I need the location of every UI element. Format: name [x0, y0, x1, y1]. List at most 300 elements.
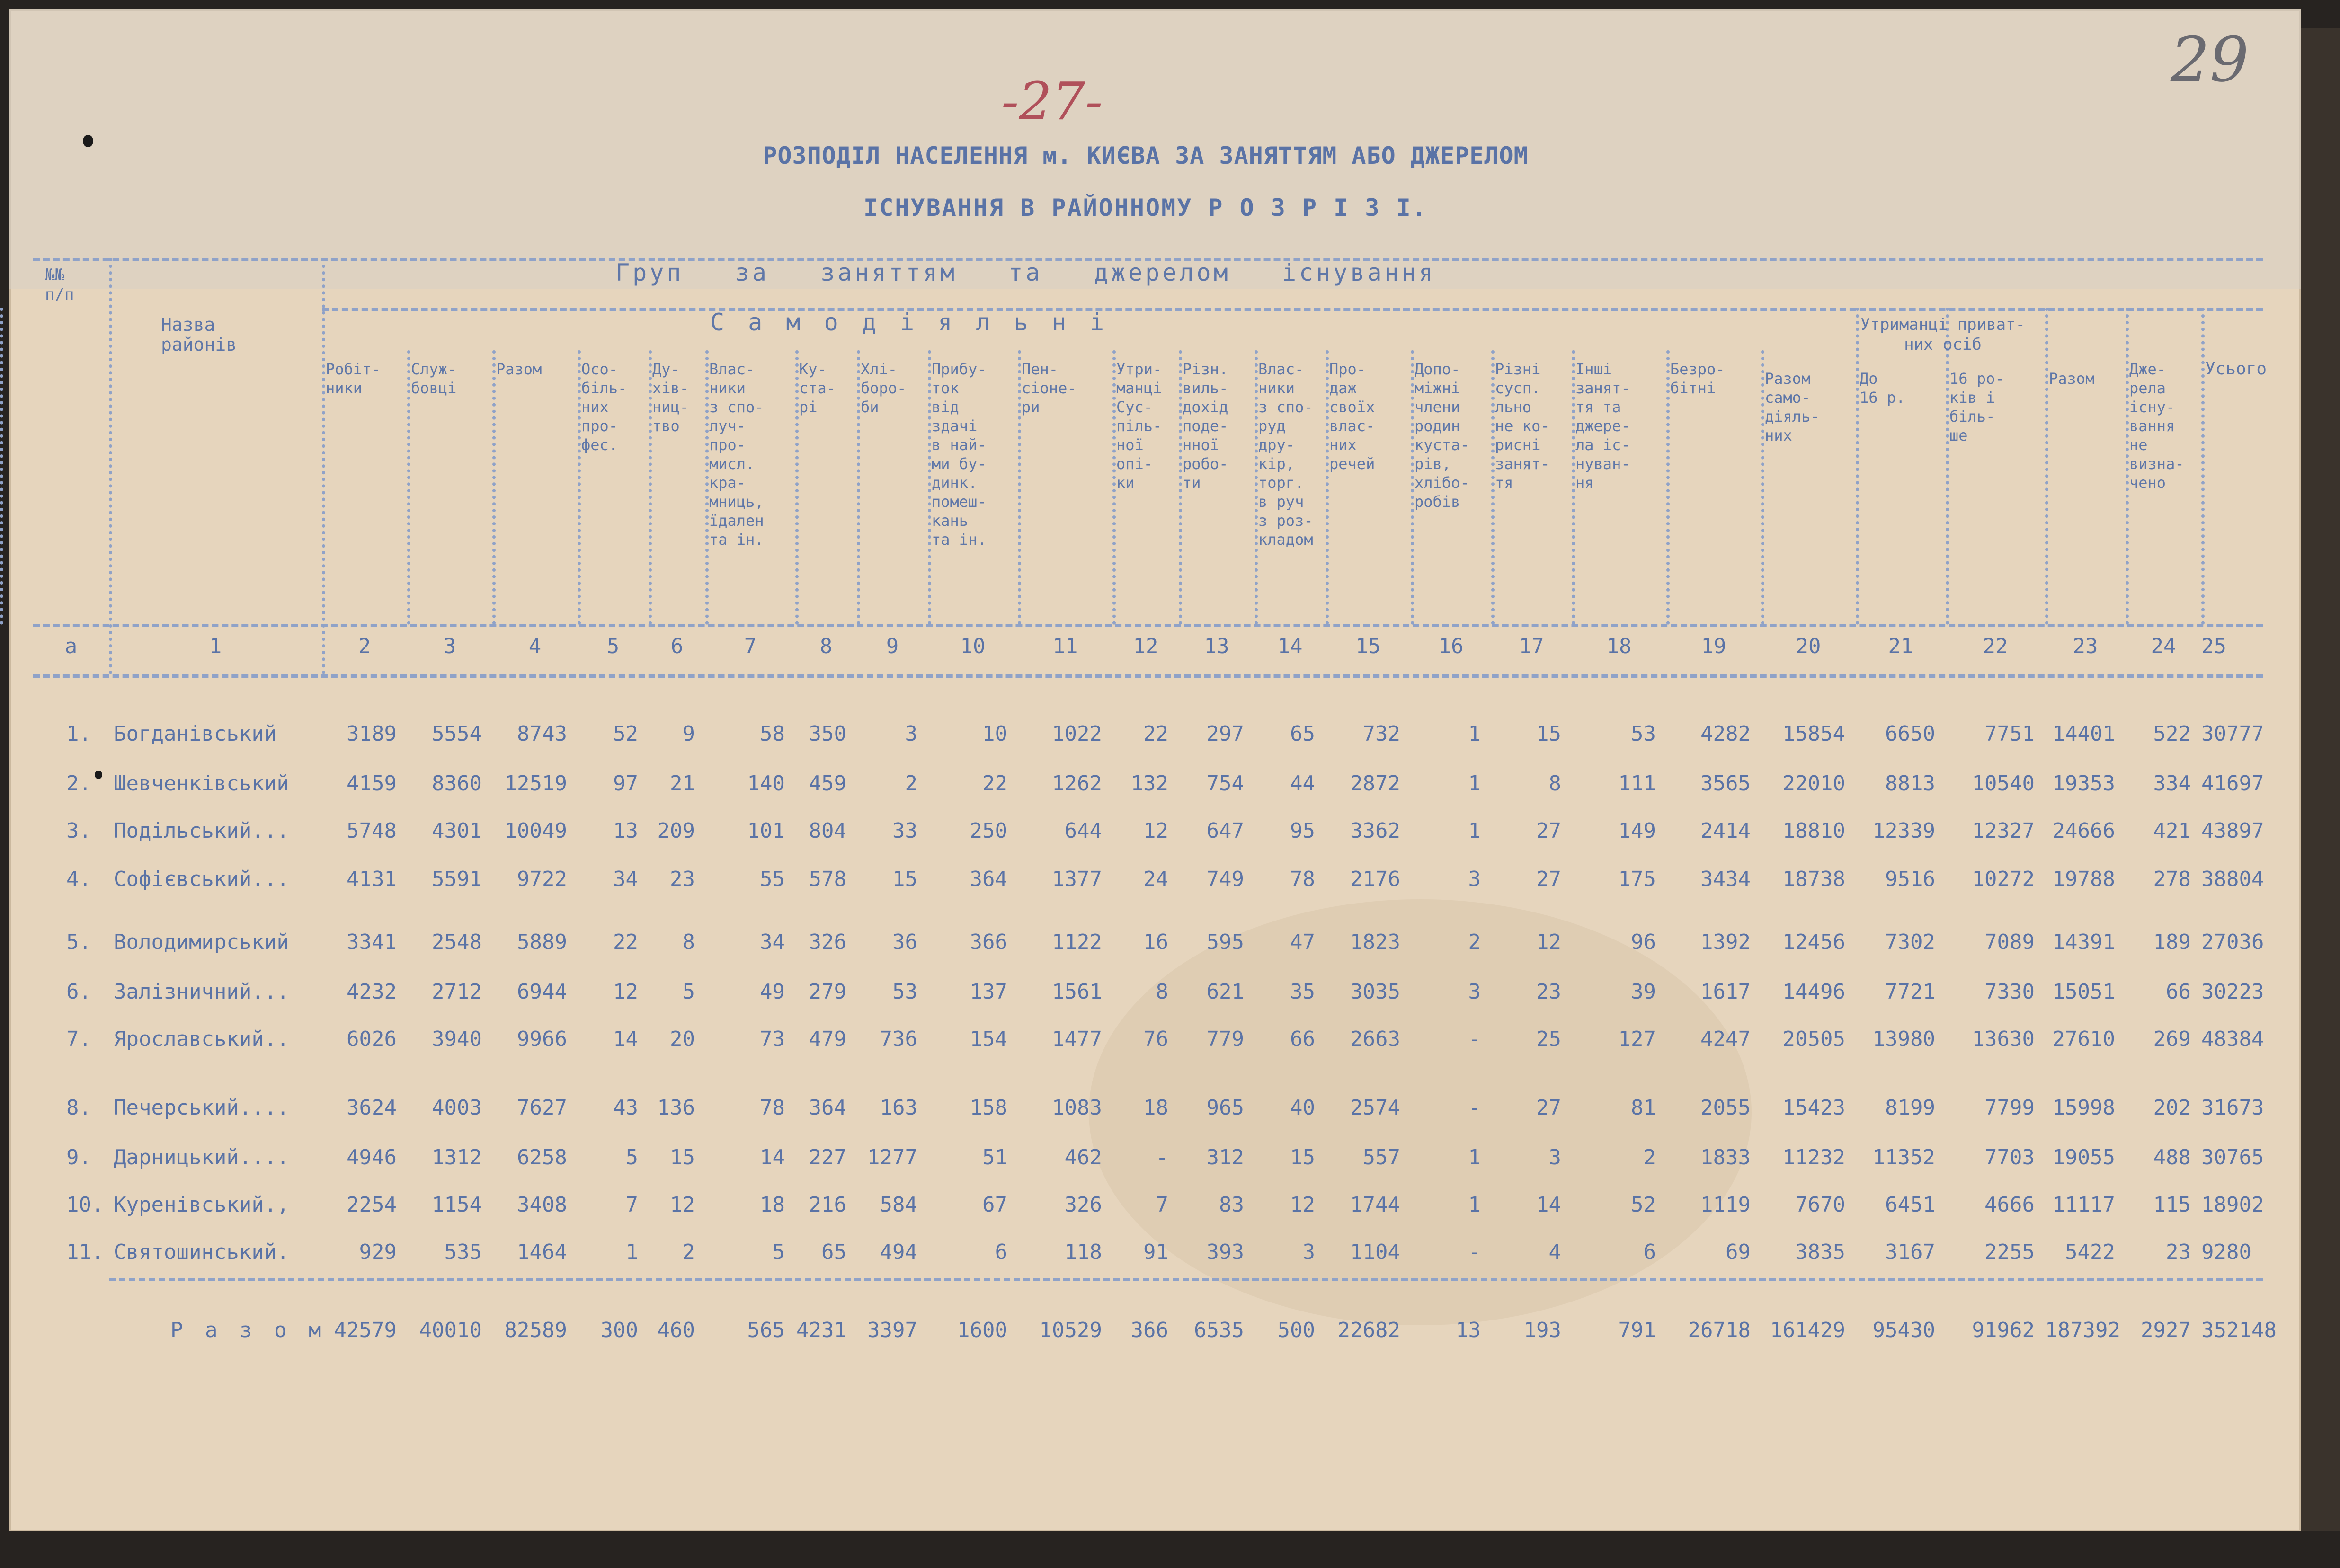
row-number: 1.	[66, 722, 91, 746]
table-cell: 279	[809, 980, 846, 1004]
table-rule	[1326, 350, 1329, 625]
scan-background-edge	[2301, 28, 2340, 1531]
column-index: 15	[1355, 634, 1381, 658]
table-cell: 364	[970, 867, 1007, 891]
table-cell: 421	[2153, 819, 2191, 843]
table-cell: 1833	[1700, 1145, 1751, 1169]
total-cell: 6535	[1194, 1318, 1244, 1342]
table-cell: 49	[760, 980, 785, 1004]
column-index: а	[64, 634, 78, 658]
column-header: Безро- бітні	[1670, 360, 1725, 397]
table-cell: 6258	[517, 1145, 567, 1169]
table-rule	[1572, 350, 1575, 625]
table-cell: 1	[1468, 1145, 1481, 1169]
table-cell: 1104	[1350, 1240, 1400, 1264]
document-subtitle: ІСНУВАННЯ В РАЙОННОМУ Р О З Р І З І.	[863, 194, 1428, 221]
table-cell: 334	[2153, 771, 2191, 796]
table-cell: 23	[1536, 980, 1561, 1004]
table-cell: 31673	[2201, 1096, 2264, 1120]
column-header: Влас- ники з спо- луч- про- мисл. кра- мниць, їдален та ін.	[709, 360, 764, 549]
table-cell: 12	[613, 980, 638, 1004]
table-cell: 479	[809, 1027, 846, 1051]
total-cell: 95430	[1872, 1318, 1935, 1342]
table-cell: 4	[1548, 1240, 1561, 1264]
table-cell: 15051	[2052, 980, 2115, 1004]
table-cell: 2663	[1350, 1027, 1400, 1051]
row-number: 7.	[66, 1027, 91, 1051]
table-cell: 10272	[1972, 867, 2035, 891]
table-cell: 366	[970, 930, 1007, 954]
table-cell: 5889	[517, 930, 567, 954]
table-cell: 18902	[2201, 1193, 2264, 1217]
table-cell: 36	[892, 930, 917, 954]
table-cell: 3	[1302, 1240, 1315, 1264]
table-cell: 4946	[347, 1145, 397, 1169]
table-cell: 44	[1290, 771, 1315, 796]
table-cell: 38804	[2201, 867, 2264, 891]
table-cell: 14	[613, 1027, 638, 1051]
table-cell: 66	[2166, 980, 2191, 1004]
column-index: 9	[886, 634, 899, 658]
column-header: Робіт- ники	[326, 360, 381, 397]
table-cell: 227	[809, 1145, 846, 1169]
total-cell: 2927	[2141, 1318, 2191, 1342]
column-index: 5	[606, 634, 620, 658]
table-cell: 66	[1290, 1027, 1315, 1051]
table-rule	[578, 350, 581, 625]
table-cell: 929	[359, 1240, 397, 1264]
table-cell: 621	[1206, 980, 1244, 1004]
table-cell: 4666	[1984, 1193, 2035, 1217]
column-index: 18	[1606, 634, 1632, 658]
table-rule	[33, 674, 2263, 678]
table-cell: 1154	[432, 1193, 482, 1217]
table-cell: 96	[1631, 930, 1656, 954]
column-header: Разом	[496, 360, 542, 378]
table-cell: 202	[2153, 1096, 2191, 1120]
table-cell: 5591	[432, 867, 482, 891]
table-cell: 647	[1206, 819, 1244, 843]
column-header: Про- даж своїх влас- них речей	[1329, 360, 1375, 473]
table-cell: 3362	[1350, 819, 1400, 843]
table-cell: 76	[1143, 1027, 1168, 1051]
row-number: 4.	[66, 867, 91, 891]
table-cell: 8199	[1885, 1096, 1935, 1120]
table-cell: 154	[970, 1027, 1007, 1051]
table-cell: 1	[625, 1240, 638, 1264]
table-cell: 101	[747, 819, 785, 843]
table-cell: 132	[1130, 771, 1168, 796]
table-cell: 4131	[347, 867, 397, 891]
table-cell: 118	[1064, 1240, 1102, 1264]
table-cell: 15423	[1782, 1096, 1845, 1120]
table-cell: 9516	[1885, 867, 1935, 891]
table-cell: 3341	[347, 930, 397, 954]
table-cell: 1561	[1052, 980, 1102, 1004]
district-name: Печерський....	[114, 1096, 289, 1120]
column-index: 22	[1983, 634, 2008, 658]
table-cell: 4003	[432, 1096, 482, 1120]
table-cell: 250	[970, 819, 1007, 843]
table-cell: 53	[892, 980, 917, 1004]
table-cell: 12	[1290, 1193, 1315, 1217]
table-cell: 97	[613, 771, 638, 796]
column-index: 8	[819, 634, 833, 658]
column-header-number: №№ п/п	[45, 266, 74, 304]
table-cell: 27	[1536, 1096, 1561, 1120]
table-cell: 1	[1468, 771, 1481, 796]
column-header: Разом само- діяль- них	[1765, 370, 1820, 444]
column-header: Дже- рела існу- вання не визна- чено	[2129, 360, 2184, 492]
table-cell: 595	[1206, 930, 1244, 954]
table-cell: 7799	[1984, 1096, 2035, 1120]
column-index: 20	[1796, 634, 1821, 658]
table-cell: 20505	[1782, 1027, 1845, 1051]
total-label: Р а з о м	[170, 1318, 326, 1342]
table-cell: 3	[1468, 867, 1481, 891]
table-cell: 4282	[1700, 722, 1751, 746]
district-name: Софієвський...	[114, 867, 289, 891]
table-cell: 43897	[2201, 819, 2264, 843]
column-header: Ку- ста- рі	[799, 360, 836, 416]
table-cell: 19353	[2052, 771, 2115, 796]
table-cell: 2712	[432, 980, 482, 1004]
row-number: 6.	[66, 980, 91, 1004]
table-cell: 779	[1206, 1027, 1244, 1051]
table-cell: 326	[1064, 1193, 1102, 1217]
row-number: 5.	[66, 930, 91, 954]
column-header: Осо- біль- них про- фес.	[581, 360, 627, 454]
table-cell: 557	[1362, 1145, 1400, 1169]
table-cell: 2	[1643, 1145, 1656, 1169]
table-cell: 10	[982, 722, 1007, 746]
table-cell: 1262	[1052, 771, 1102, 796]
table-cell: 22	[982, 771, 1007, 796]
total-cell: 42579	[334, 1318, 397, 1342]
table-cell: 732	[1362, 722, 1400, 746]
table-cell: -	[1468, 1027, 1481, 1051]
table-rule	[1666, 350, 1670, 625]
total-cell: 500	[1277, 1318, 1315, 1342]
table-cell: 9	[682, 722, 695, 746]
table-rule	[109, 258, 112, 674]
table-cell: 13630	[1972, 1027, 2035, 1051]
table-rule	[0, 308, 3, 625]
table-cell: 3408	[517, 1193, 567, 1217]
folio-number: 29	[2171, 24, 2249, 96]
table-cell: 137	[970, 980, 1007, 1004]
table-cell: 7703	[1984, 1145, 2035, 1169]
table-cell: 216	[809, 1193, 846, 1217]
table-cell: 175	[1618, 867, 1656, 891]
row-number: 2.	[66, 771, 91, 796]
table-cell: 40	[1290, 1096, 1315, 1120]
table-rule	[2126, 308, 2129, 625]
table-cell: 34	[613, 867, 638, 891]
column-index: 23	[2073, 634, 2098, 658]
group-title: Груп за заняттям та джерелом існування	[615, 259, 1436, 286]
table-cell: 2574	[1350, 1096, 1400, 1120]
table-cell: 78	[760, 1096, 785, 1120]
table-cell: 14401	[2052, 722, 2115, 746]
column-header: Хлі- боро- би	[861, 360, 907, 416]
table-cell: 10049	[504, 819, 567, 843]
table-cell: 7751	[1984, 722, 2035, 746]
total-cell: 13	[1456, 1318, 1481, 1342]
total-cell: 4231	[796, 1318, 846, 1342]
table-cell: 1464	[517, 1240, 567, 1264]
table-rule	[795, 350, 799, 625]
dependents-title: Утриманці приват- них осіб	[1860, 315, 2025, 354]
table-cell: 754	[1206, 771, 1244, 796]
table-cell: 4159	[347, 771, 397, 796]
table-cell: 48384	[2201, 1027, 2264, 1051]
table-cell: 16	[1143, 930, 1168, 954]
table-cell: 1	[1468, 722, 1481, 746]
table-cell: 3835	[1795, 1240, 1845, 1264]
column-header: Служ- бовці	[411, 360, 457, 397]
column-index: 17	[1519, 634, 1544, 658]
column-index: 16	[1438, 634, 1464, 658]
table-cell: 2414	[1700, 819, 1751, 843]
document-title: РОЗПОДІЛ НАСЕЛЕННЯ м. КИЄВА ЗА ЗАНЯТТЯМ АБО ДЖЕРЕЛОМ	[763, 142, 1529, 169]
table-cell: 15	[892, 867, 917, 891]
total-cell: 10529	[1039, 1318, 1102, 1342]
table-cell: 22010	[1782, 771, 1845, 796]
table-cell: -	[1468, 1240, 1481, 1264]
column-header: Різн. виль- дохід поде- нної робо- ти	[1183, 360, 1228, 492]
column-index: 11	[1052, 634, 1078, 658]
column-header: Допо- міжні члени родин куста- рів, хлібо- робів	[1415, 360, 1469, 511]
district-name: Володимирський	[114, 930, 289, 954]
table-cell: 52	[613, 722, 638, 746]
table-cell: 73	[760, 1027, 785, 1051]
table-rule	[1255, 350, 1258, 625]
column-index: 19	[1701, 634, 1726, 658]
district-name: Святошинський.	[114, 1240, 289, 1264]
table-cell: 2	[1468, 930, 1481, 954]
table-rule	[1856, 308, 1859, 625]
table-rule	[857, 350, 860, 625]
table-cell: 111	[1618, 771, 1656, 796]
table-cell: 2176	[1350, 867, 1400, 891]
table-cell: 1022	[1052, 722, 1102, 746]
table-cell: 67	[982, 1193, 1007, 1217]
total-cell: 366	[1130, 1318, 1168, 1342]
table-cell: 55	[760, 867, 785, 891]
table-cell: 2255	[1984, 1240, 2035, 1264]
table-cell: 1	[1468, 819, 1481, 843]
table-rule	[1411, 350, 1414, 625]
total-cell: 791	[1618, 1318, 1656, 1342]
table-cell: 27610	[2052, 1027, 2115, 1051]
table-cell: 20	[670, 1027, 695, 1051]
table-cell: 83	[1219, 1193, 1244, 1217]
column-index: 21	[1888, 634, 1913, 658]
table-cell: 488	[2153, 1145, 2191, 1169]
table-cell: 3189	[347, 722, 397, 746]
table-cell: 115	[2153, 1193, 2191, 1217]
table-cell: 3	[905, 722, 917, 746]
table-cell: 326	[809, 930, 846, 954]
table-cell: 5422	[2065, 1240, 2115, 1264]
table-cell: 5	[772, 1240, 785, 1264]
table-cell: 149	[1618, 819, 1656, 843]
table-cell: 462	[1064, 1145, 1102, 1169]
table-cell: 18	[760, 1193, 785, 1217]
column-index: 10	[960, 634, 986, 658]
table-cell: 522	[2153, 722, 2191, 746]
table-cell: 140	[747, 771, 785, 796]
table-cell: 8360	[432, 771, 482, 796]
table-cell: 3035	[1350, 980, 1400, 1004]
table-cell: 1	[1468, 1193, 1481, 1217]
table-cell: 19055	[2052, 1145, 2115, 1169]
table-rule	[1761, 350, 1764, 625]
table-cell: 2548	[432, 930, 482, 954]
table-cell: 12327	[1972, 819, 2035, 843]
table-cell: 52	[1631, 1193, 1656, 1217]
total-cell: 300	[600, 1318, 638, 1342]
table-cell: 2055	[1700, 1096, 1751, 1120]
row-number: 8.	[66, 1096, 91, 1120]
table-cell: 494	[880, 1240, 917, 1264]
table-rule	[322, 308, 2263, 311]
table-cell: 30223	[2201, 980, 2264, 1004]
table-cell: 965	[1206, 1096, 1244, 1120]
district-name: Подільський...	[114, 819, 289, 843]
table-cell: 19788	[2052, 867, 2115, 891]
page-number-handwritten: -27-	[1001, 71, 1103, 132]
table-rule	[33, 624, 2263, 627]
table-rule	[109, 1278, 2263, 1281]
column-header: Різні сусп. льно не ко- рисні занят- тя	[1495, 360, 1550, 492]
table-cell: 15854	[1782, 722, 1845, 746]
total-cell: 187392	[2045, 1318, 2120, 1342]
table-cell: 14391	[2052, 930, 2115, 954]
table-cell: 3434	[1700, 867, 1751, 891]
table-cell: 350	[809, 722, 846, 746]
row-number: 10.	[66, 1193, 104, 1217]
column-header: 16 ро- ків і біль- ше	[1949, 370, 2004, 444]
table-cell: 1823	[1350, 930, 1400, 954]
total-cell: 22682	[1337, 1318, 1400, 1342]
table-cell: 25	[1536, 1027, 1561, 1051]
table-cell: 6944	[517, 980, 567, 1004]
row-number: 3.	[66, 819, 91, 843]
table-cell: 7721	[1885, 980, 1935, 1004]
district-name: Богданівський	[114, 722, 277, 746]
row-number: 9.	[66, 1145, 91, 1169]
table-cell: 27	[1536, 867, 1561, 891]
table-cell: 749	[1206, 867, 1244, 891]
table-cell: 1477	[1052, 1027, 1102, 1051]
table-cell: 15998	[2052, 1096, 2115, 1120]
self-employed-title: С а м о д і я л ь н і	[710, 309, 1109, 336]
table-cell: 91	[1143, 1240, 1168, 1264]
table-cell: 278	[2153, 867, 2191, 891]
table-cell: 12519	[504, 771, 567, 796]
district-name: Ярославський..	[114, 1027, 289, 1051]
table-cell: 9722	[517, 867, 567, 891]
table-cell: 95	[1290, 819, 1315, 843]
total-cell: 82589	[504, 1318, 567, 1342]
table-cell: 11117	[2052, 1193, 2115, 1217]
table-cell: 4247	[1700, 1027, 1751, 1051]
table-cell: 12	[1536, 930, 1561, 954]
table-cell: 13980	[1872, 1027, 1935, 1051]
table-cell: 1277	[867, 1145, 917, 1169]
table-cell: 364	[809, 1096, 846, 1120]
table-cell: 12339	[1872, 819, 1935, 843]
table-rule	[2201, 308, 2205, 625]
table-rule	[1112, 350, 1116, 625]
total-cell: 193	[1523, 1318, 1561, 1342]
table-cell: 43	[613, 1096, 638, 1120]
table-cell: 30777	[2201, 722, 2264, 746]
table-cell: 47	[1290, 930, 1315, 954]
table-cell: 1083	[1052, 1096, 1102, 1120]
column-index: 14	[1277, 634, 1303, 658]
table-cell: 27	[1536, 819, 1561, 843]
column-header: Ду- хів- ниц- тво	[652, 360, 689, 435]
table-cell: 312	[1206, 1145, 1244, 1169]
table-cell: 3	[1548, 1145, 1561, 1169]
column-header: Разом	[2049, 370, 2095, 388]
table-cell: 24	[1143, 867, 1168, 891]
table-rule	[1018, 350, 1021, 625]
district-name: Шевченківський	[114, 771, 289, 796]
total-cell: 3397	[867, 1318, 917, 1342]
table-cell: 14	[760, 1145, 785, 1169]
total-cell: 161429	[1770, 1318, 1845, 1342]
table-rule	[407, 350, 410, 625]
table-cell: -	[1156, 1145, 1168, 1169]
row-number: 11.	[66, 1240, 104, 1264]
total-cell: 1600	[957, 1318, 1007, 1342]
total-cell: 460	[657, 1318, 695, 1342]
table-rule	[492, 350, 496, 625]
table-cell: 3167	[1885, 1240, 1935, 1264]
table-cell: 7302	[1885, 930, 1935, 954]
table-cell: 8	[682, 930, 695, 954]
table-cell: 69	[1726, 1240, 1751, 1264]
table-cell: 13	[613, 819, 638, 843]
column-header: Влас- ники з спо- руд дру- кір, торг. в руч з роз- кладом	[1258, 360, 1313, 549]
table-cell: 10540	[1972, 771, 2035, 796]
table-cell: 1312	[432, 1145, 482, 1169]
total-cell: 91962	[1972, 1318, 2035, 1342]
table-cell: 58	[760, 722, 785, 746]
table-cell: 578	[809, 867, 846, 891]
column-header: Усього	[2205, 359, 2267, 379]
table-cell: 33	[892, 819, 917, 843]
table-rule	[705, 350, 709, 625]
table-cell: 65	[821, 1240, 846, 1264]
table-cell: 11232	[1782, 1145, 1845, 1169]
table-cell: 297	[1206, 722, 1244, 746]
column-header: Інші занят- тя та джере- ла іс- нуван- ня	[1575, 360, 1630, 492]
table-cell: 6451	[1885, 1193, 1935, 1217]
table-cell: 127	[1618, 1027, 1656, 1051]
column-index: 7	[744, 634, 757, 658]
table-cell: 644	[1064, 819, 1102, 843]
table-cell: 269	[2153, 1027, 2191, 1051]
table-cell: 3624	[347, 1096, 397, 1120]
table-cell: 136	[657, 1096, 695, 1120]
table-cell: 23	[2166, 1240, 2191, 1264]
table-cell: 34	[760, 930, 785, 954]
